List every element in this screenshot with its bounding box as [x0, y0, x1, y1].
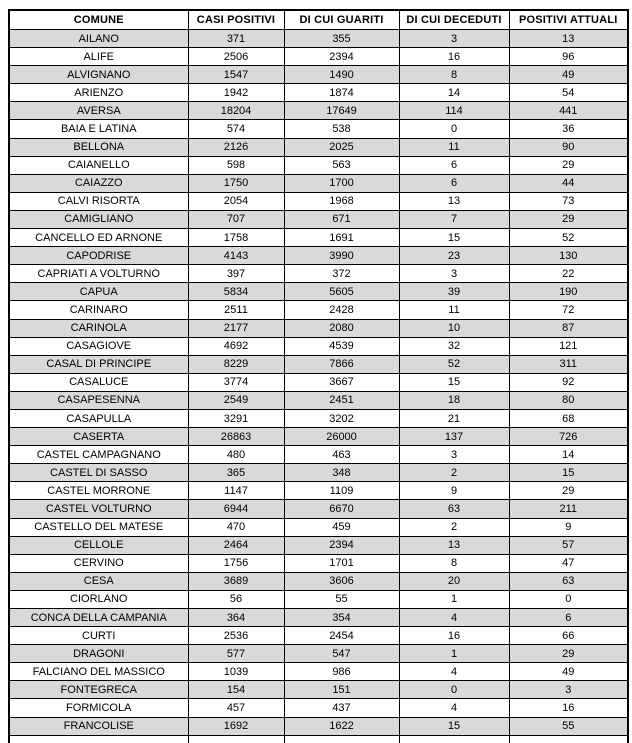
cell-positivi-attuali: 73	[509, 192, 628, 210]
cell-di-cui-guariti: 1874	[284, 84, 399, 102]
cell-di-cui-guariti: 563	[284, 156, 399, 174]
cell-di-cui-deceduti: 21	[399, 409, 509, 427]
cell-di-cui-deceduti: 6	[399, 156, 509, 174]
cell-di-cui-guariti: 459	[284, 518, 399, 536]
cell-di-cui-deceduti: 8	[399, 66, 509, 84]
cell-di-cui-guariti: 437	[284, 699, 399, 717]
cell-positivi-attuali: 57	[509, 536, 628, 554]
cell-comune: CESA	[9, 572, 188, 590]
cell-comune: CIORLANO	[9, 590, 188, 608]
cell-di-cui-guariti: 355	[284, 30, 399, 48]
cell-casi-positivi: 577	[188, 645, 284, 663]
cell-comune: CAMIGLIANO	[9, 210, 188, 228]
cell-di-cui-deceduti: 4	[399, 609, 509, 627]
cell-positivi-attuali: 3	[509, 681, 628, 699]
cell-di-cui-guariti: 7866	[284, 355, 399, 373]
cell-comune: CASAPESENNA	[9, 391, 188, 409]
table-row	[9, 247, 628, 265]
table-row	[9, 156, 628, 174]
cell-di-cui-deceduti: 16	[399, 48, 509, 66]
table-row	[9, 48, 628, 66]
cell-di-cui-guariti	[284, 735, 399, 743]
cell-di-cui-guariti: 2394	[284, 48, 399, 66]
table-row	[9, 229, 628, 247]
cell-casi-positivi: 1756	[188, 554, 284, 572]
cell-comune: FALCIANO DEL MASSICO	[9, 663, 188, 681]
table-row	[9, 464, 628, 482]
cell-comune: AILANO	[9, 30, 188, 48]
cell-di-cui-deceduti: 63	[399, 500, 509, 518]
cell-positivi-attuali: 13	[509, 30, 628, 48]
cell-comune: CASTELLO DEL MATESE	[9, 518, 188, 536]
cell-casi-positivi: 1942	[188, 84, 284, 102]
table-row	[9, 699, 628, 717]
table-row	[9, 428, 628, 446]
cell-positivi-attuali: 80	[509, 391, 628, 409]
cell-casi-positivi: 2536	[188, 627, 284, 645]
cell-positivi-attuali: 44	[509, 174, 628, 192]
cell-di-cui-deceduti: 0	[399, 681, 509, 699]
cell-casi-positivi: 2549	[188, 391, 284, 409]
cell-positivi-attuali: 49	[509, 663, 628, 681]
cell-comune: CASALUCE	[9, 373, 188, 391]
cell-di-cui-deceduti: 2	[399, 464, 509, 482]
cell-comune: ARIENZO	[9, 84, 188, 102]
cell-di-cui-guariti: 1490	[284, 66, 399, 84]
cell-positivi-attuali: 190	[509, 283, 628, 301]
cell-di-cui-deceduti: 6	[399, 174, 509, 192]
cell-comune: CASTEL MORRONE	[9, 482, 188, 500]
table-row	[9, 554, 628, 572]
table-row	[9, 138, 628, 156]
cell-di-cui-guariti: 348	[284, 464, 399, 482]
cell-comune: CAPRIATI A VOLTURNO	[9, 265, 188, 283]
cell-casi-positivi: 154	[188, 681, 284, 699]
cell-di-cui-deceduti: 15	[399, 373, 509, 391]
cell-positivi-attuali: 29	[509, 210, 628, 228]
table-row	[9, 373, 628, 391]
cell-positivi-attuali: 130	[509, 247, 628, 265]
cell-casi-positivi: 365	[188, 464, 284, 482]
table-row	[9, 717, 628, 735]
cell-casi-positivi: 2054	[188, 192, 284, 210]
cell-casi-positivi: 26863	[188, 428, 284, 446]
cell-positivi-attuali: 441	[509, 102, 628, 120]
cell-comune: CALVI RISORTA	[9, 192, 188, 210]
table-row	[9, 609, 628, 627]
cell-casi-positivi: 1692	[188, 717, 284, 735]
table-row	[9, 518, 628, 536]
cell-positivi-attuali: 211	[509, 500, 628, 518]
cell-comune: CAPODRISE	[9, 247, 188, 265]
cell-positivi-attuali: 14	[509, 446, 628, 464]
cell-di-cui-guariti: 3990	[284, 247, 399, 265]
table-body	[9, 30, 628, 743]
cell-di-cui-deceduti: 1	[399, 645, 509, 663]
cell-di-cui-deceduti: 39	[399, 283, 509, 301]
cell-di-cui-deceduti: 18	[399, 391, 509, 409]
cell-di-cui-deceduti: 3	[399, 30, 509, 48]
cell-di-cui-deceduti: 8	[399, 554, 509, 572]
cell-casi-positivi: 2177	[188, 319, 284, 337]
cell-di-cui-guariti: 6670	[284, 500, 399, 518]
table-row	[9, 536, 628, 554]
cell-di-cui-guariti: 1691	[284, 229, 399, 247]
table-row-partial	[9, 735, 628, 743]
cell-di-cui-guariti: 5605	[284, 283, 399, 301]
cell-di-cui-deceduti: 7	[399, 210, 509, 228]
cell-di-cui-deceduti: 14	[399, 84, 509, 102]
cell-casi-positivi: 470	[188, 518, 284, 536]
table-row	[9, 66, 628, 84]
cell-di-cui-deceduti: 2	[399, 518, 509, 536]
table-row	[9, 192, 628, 210]
cell-di-cui-guariti: 354	[284, 609, 399, 627]
cell-comune: CONCA DELLA CAMPANIA	[9, 609, 188, 627]
cell-positivi-attuali: 49	[509, 66, 628, 84]
table-row	[9, 120, 628, 138]
table-row	[9, 210, 628, 228]
cell-di-cui-guariti: 55	[284, 590, 399, 608]
cell-casi-positivi: 1750	[188, 174, 284, 192]
cell-comune: CARINOLA	[9, 319, 188, 337]
cell-casi-positivi: 4143	[188, 247, 284, 265]
cell-comune: CASAPULLA	[9, 409, 188, 427]
cell-positivi-attuali: 6	[509, 609, 628, 627]
cell-casi-positivi: 5834	[188, 283, 284, 301]
cell-casi-positivi: 2464	[188, 536, 284, 554]
cell-casi-positivi	[188, 735, 284, 743]
cell-positivi-attuali: 55	[509, 717, 628, 735]
cell-positivi-attuali: 22	[509, 265, 628, 283]
cell-positivi-attuali: 68	[509, 409, 628, 427]
cell-positivi-attuali: 29	[509, 482, 628, 500]
cell-di-cui-guariti: 2025	[284, 138, 399, 156]
column-header-comune: COMUNE	[9, 10, 188, 30]
cell-casi-positivi: 707	[188, 210, 284, 228]
cell-positivi-attuali: 0	[509, 590, 628, 608]
cell-di-cui-deceduti: 13	[399, 536, 509, 554]
cell-di-cui-deceduti: 137	[399, 428, 509, 446]
cell-di-cui-guariti: 2080	[284, 319, 399, 337]
cell-positivi-attuali: 87	[509, 319, 628, 337]
cell-comune: CASAL DI PRINCIPE	[9, 355, 188, 373]
cell-di-cui-guariti: 1622	[284, 717, 399, 735]
cell-di-cui-guariti: 151	[284, 681, 399, 699]
cell-di-cui-deceduti: 32	[399, 337, 509, 355]
cell-casi-positivi: 1547	[188, 66, 284, 84]
cell-positivi-attuali: 47	[509, 554, 628, 572]
table-row	[9, 301, 628, 319]
cell-di-cui-deceduti: 16	[399, 627, 509, 645]
table-row	[9, 355, 628, 373]
cell-positivi-attuali: 726	[509, 428, 628, 446]
cell-casi-positivi: 6944	[188, 500, 284, 518]
cell-comune: CURTI	[9, 627, 188, 645]
cell-di-cui-deceduti: 114	[399, 102, 509, 120]
cell-comune: CASTEL CAMPAGNANO	[9, 446, 188, 464]
cell-casi-positivi: 2126	[188, 138, 284, 156]
cell-di-cui-deceduti: 3	[399, 446, 509, 464]
cell-comune: FORMICOLA	[9, 699, 188, 717]
cell-comune: CASAGIOVE	[9, 337, 188, 355]
table-row	[9, 337, 628, 355]
table-row	[9, 590, 628, 608]
cell-di-cui-deceduti: 3	[399, 265, 509, 283]
cell-di-cui-guariti: 2451	[284, 391, 399, 409]
cell-comune: CARINARO	[9, 301, 188, 319]
cell-positivi-attuali: 63	[509, 572, 628, 590]
cell-comune: BAIA E LATINA	[9, 120, 188, 138]
cell-casi-positivi: 397	[188, 265, 284, 283]
cell-di-cui-guariti: 3202	[284, 409, 399, 427]
cell-di-cui-guariti: 3667	[284, 373, 399, 391]
cell-casi-positivi: 56	[188, 590, 284, 608]
table-row	[9, 319, 628, 337]
table-row	[9, 446, 628, 464]
cell-casi-positivi: 574	[188, 120, 284, 138]
cell-casi-positivi: 18204	[188, 102, 284, 120]
cell-di-cui-deceduti: 4	[399, 663, 509, 681]
cell-di-cui-deceduti: 23	[399, 247, 509, 265]
header-row	[9, 10, 628, 30]
table-row	[9, 663, 628, 681]
cell-casi-positivi: 2511	[188, 301, 284, 319]
column-header-di-cui-deceduti: DI CUI DECEDUTI	[399, 10, 509, 30]
cell-di-cui-deceduti	[399, 735, 509, 743]
cell-comune: DRAGONI	[9, 645, 188, 663]
column-header-casi-positivi: CASI POSITIVI	[188, 10, 284, 30]
table-row	[9, 102, 628, 120]
cell-comune: ALIFE	[9, 48, 188, 66]
cell-casi-positivi: 3689	[188, 572, 284, 590]
cell-comune: AVERSA	[9, 102, 188, 120]
cell-comune: ALVIGNANO	[9, 66, 188, 84]
cell-positivi-attuali	[509, 735, 628, 743]
cell-comune: CAIAZZO	[9, 174, 188, 192]
cell-casi-positivi: 1147	[188, 482, 284, 500]
cell-di-cui-guariti: 2428	[284, 301, 399, 319]
cell-di-cui-deceduti: 10	[399, 319, 509, 337]
cell-comune: CAIANELLO	[9, 156, 188, 174]
cell-di-cui-guariti: 372	[284, 265, 399, 283]
cell-casi-positivi: 371	[188, 30, 284, 48]
table-row	[9, 482, 628, 500]
cell-casi-positivi: 598	[188, 156, 284, 174]
table-row	[9, 265, 628, 283]
cell-positivi-attuali: 54	[509, 84, 628, 102]
cell-casi-positivi: 1039	[188, 663, 284, 681]
table-row	[9, 283, 628, 301]
cell-di-cui-deceduti: 52	[399, 355, 509, 373]
cell-casi-positivi: 364	[188, 609, 284, 627]
cell-comune	[9, 735, 188, 743]
cell-positivi-attuali: 92	[509, 373, 628, 391]
cell-comune: CASTEL VOLTURNO	[9, 500, 188, 518]
cell-di-cui-guariti: 986	[284, 663, 399, 681]
covid-municipalities-table	[8, 9, 629, 743]
cell-positivi-attuali: 36	[509, 120, 628, 138]
cell-di-cui-deceduti: 15	[399, 717, 509, 735]
cell-positivi-attuali: 311	[509, 355, 628, 373]
table-row	[9, 174, 628, 192]
cell-comune: FRANCOLISE	[9, 717, 188, 735]
cell-positivi-attuali: 66	[509, 627, 628, 645]
cell-di-cui-deceduti: 20	[399, 572, 509, 590]
cell-positivi-attuali: 29	[509, 156, 628, 174]
cell-comune: CAPUA	[9, 283, 188, 301]
cell-comune: CELLOLE	[9, 536, 188, 554]
cell-positivi-attuali: 15	[509, 464, 628, 482]
cell-di-cui-guariti: 547	[284, 645, 399, 663]
cell-di-cui-guariti: 1968	[284, 192, 399, 210]
table-row	[9, 30, 628, 48]
cell-di-cui-deceduti: 1	[399, 590, 509, 608]
column-header-positivi-attuali: POSITIVI ATTUALI	[509, 10, 628, 30]
cell-comune: CASTEL DI SASSO	[9, 464, 188, 482]
cell-di-cui-deceduti: 15	[399, 229, 509, 247]
table-row	[9, 627, 628, 645]
cell-positivi-attuali: 9	[509, 518, 628, 536]
table-row	[9, 572, 628, 590]
cell-comune: BELLONA	[9, 138, 188, 156]
cell-di-cui-deceduti: 11	[399, 138, 509, 156]
table-row	[9, 409, 628, 427]
cell-di-cui-guariti: 538	[284, 120, 399, 138]
cell-di-cui-guariti: 2454	[284, 627, 399, 645]
cell-casi-positivi: 2506	[188, 48, 284, 66]
cell-positivi-attuali: 90	[509, 138, 628, 156]
cell-casi-positivi: 457	[188, 699, 284, 717]
cell-positivi-attuali: 96	[509, 48, 628, 66]
cell-casi-positivi: 1758	[188, 229, 284, 247]
cell-casi-positivi: 3291	[188, 409, 284, 427]
cell-casi-positivi: 480	[188, 446, 284, 464]
cell-di-cui-deceduti: 4	[399, 699, 509, 717]
cell-positivi-attuali: 72	[509, 301, 628, 319]
cell-di-cui-guariti: 2394	[284, 536, 399, 554]
table-row	[9, 681, 628, 699]
cell-positivi-attuali: 52	[509, 229, 628, 247]
cell-di-cui-guariti: 4539	[284, 337, 399, 355]
table-header	[9, 10, 628, 30]
cell-di-cui-deceduti: 11	[399, 301, 509, 319]
cell-di-cui-guariti: 3606	[284, 572, 399, 590]
cell-comune: CANCELLO ED ARNONE	[9, 229, 188, 247]
table-row	[9, 500, 628, 518]
cell-di-cui-guariti: 26000	[284, 428, 399, 446]
cell-di-cui-guariti: 1700	[284, 174, 399, 192]
cell-comune: FONTEGRECA	[9, 681, 188, 699]
cell-casi-positivi: 4692	[188, 337, 284, 355]
cell-di-cui-guariti: 671	[284, 210, 399, 228]
cell-di-cui-guariti: 17649	[284, 102, 399, 120]
cell-comune: CASERTA	[9, 428, 188, 446]
cell-di-cui-guariti: 1701	[284, 554, 399, 572]
cell-di-cui-deceduti: 13	[399, 192, 509, 210]
table-row	[9, 645, 628, 663]
cell-comune: CERVINO	[9, 554, 188, 572]
cell-casi-positivi: 8229	[188, 355, 284, 373]
cell-di-cui-deceduti: 9	[399, 482, 509, 500]
cell-casi-positivi: 3774	[188, 373, 284, 391]
cell-positivi-attuali: 29	[509, 645, 628, 663]
column-header-di-cui-guariti: DI CUI GUARITI	[284, 10, 399, 30]
cell-di-cui-deceduti: 0	[399, 120, 509, 138]
cell-positivi-attuali: 16	[509, 699, 628, 717]
cell-positivi-attuali: 121	[509, 337, 628, 355]
table-row	[9, 84, 628, 102]
cell-di-cui-guariti: 1109	[284, 482, 399, 500]
table-row	[9, 391, 628, 409]
cell-di-cui-guariti: 463	[284, 446, 399, 464]
